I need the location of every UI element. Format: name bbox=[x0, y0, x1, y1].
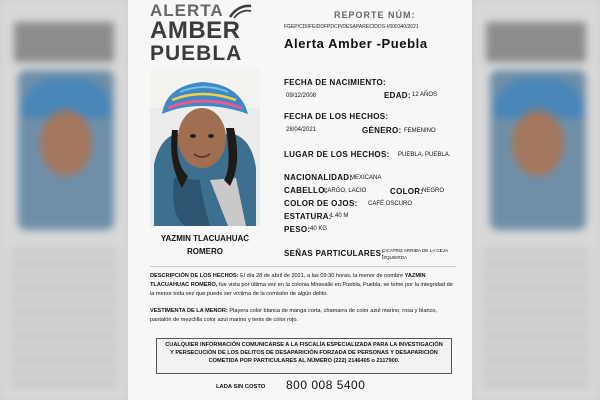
clothing-paragraph bbox=[150, 307, 458, 325]
height-value: 1.40 M bbox=[330, 213, 349, 219]
birth-date-value: 09/12/2008 bbox=[286, 93, 317, 99]
event-date-value: 28/04/2021 bbox=[286, 127, 317, 133]
poster-title: Alerta Amber -Puebla bbox=[284, 36, 428, 51]
alerta-amber-logo bbox=[150, 2, 254, 66]
hotline-number: 800 008 5400 bbox=[286, 378, 366, 392]
age-value: 12 AÑOS bbox=[412, 92, 438, 98]
description-text-before: El día 28 de abril de 2021, a las 09:30 horas, la menor de nombre bbox=[240, 273, 404, 279]
eye-color-label: COLOR DE OJOS: bbox=[284, 199, 358, 208]
section-divider bbox=[150, 266, 456, 267]
contact-notice-text: CUALQUIER INFORMACIÓN COMUNICARSE A LA FISCALÍA ESPECIALIZADA PARA LA INVESTIGACIÓN Y PERSECUCIÓN DE LOS DELITOS DE DESAPARICIÓN FORZADA DE PERSONAS Y DESAPARICIÓN COMETIDA POR PARTICULARES AL NÚMERO (222) 2146405 o 2117900. bbox=[165, 342, 443, 364]
place-label: LUGAR DE LOS HECHOS: bbox=[284, 150, 390, 159]
nationality-label: NACIONALIDAD: bbox=[284, 173, 353, 182]
event-date-label: FECHA DE LOS HECHOS: bbox=[284, 112, 389, 121]
color-value: NEGRO bbox=[422, 188, 445, 194]
contact-notice-box bbox=[156, 338, 452, 374]
weight-label: PESO: bbox=[284, 225, 311, 234]
alert-poster bbox=[128, 0, 472, 400]
report-number: FGEP/CDI/FEIDDFPDCP/DESAPARECIDOS-I/000340/2021 bbox=[284, 24, 419, 30]
distinctive-marks-value: CICATRIZ ARRIBA DE LA CEJA IZQUIERDA bbox=[382, 248, 448, 260]
report-label: REPORTE NÚM: bbox=[334, 10, 416, 20]
eye-color-value: CAFÉ OSCURO bbox=[368, 201, 413, 207]
clothing-label: VESTIMENTA DE LA MENOR: bbox=[150, 308, 228, 314]
missing-person-photo bbox=[150, 68, 260, 226]
blurred-background-left bbox=[0, 0, 128, 400]
logo-line-3: PUEBLA bbox=[150, 42, 243, 65]
birth-date-label: FECHA DE NACIMIENTO: bbox=[284, 78, 386, 87]
description-paragraph bbox=[150, 272, 458, 299]
description-text-after: fue vista por última vez en la colonia Miravalle en Puebla, Puebla; se teme por la integridad de la menor toda vez que puede ser víctima de la comisión de algún delito. bbox=[150, 282, 453, 297]
blurred-background-right bbox=[472, 0, 600, 400]
hair-value: LARGO, LACIO bbox=[324, 188, 367, 194]
weight-value: 40 KG bbox=[310, 226, 328, 232]
age-label: EDAD: bbox=[384, 91, 411, 100]
description-person-name: YAZMIN TLACUAHUAC ROMERO, bbox=[150, 273, 426, 288]
gender-label: GÉNERO: bbox=[362, 126, 402, 135]
clothing-text: Playera color blanca de manga corta, chamarra de color azul marino, rosa y blanco, pantalón de mezclilla color azul marino y tenis de color rojo. bbox=[150, 308, 438, 323]
logo-line-1: ALERTA bbox=[150, 1, 224, 20]
color-label: COLOR: bbox=[390, 187, 424, 196]
logo-swoosh-icon bbox=[228, 3, 252, 19]
gender-value: FEMENINO bbox=[404, 128, 436, 134]
height-label: ESTATURA: bbox=[284, 212, 332, 221]
place-value: PUEBLA, PUEBLA. bbox=[398, 152, 451, 158]
hotline-label: LADA SIN COSTO bbox=[216, 384, 266, 390]
person-name: YAZMIN TLACUAHUAC ROMERO bbox=[160, 234, 250, 256]
hair-label: CABELLO: bbox=[284, 186, 328, 195]
description-label: DESCRIPCIÓN DE LOS HECHOS: bbox=[150, 273, 239, 279]
logo-line-2: AMBER bbox=[150, 17, 241, 44]
nationality-value: MEXICANA bbox=[350, 175, 382, 181]
distinctive-marks-label: SEÑAS PARTICULARES: bbox=[284, 249, 385, 258]
